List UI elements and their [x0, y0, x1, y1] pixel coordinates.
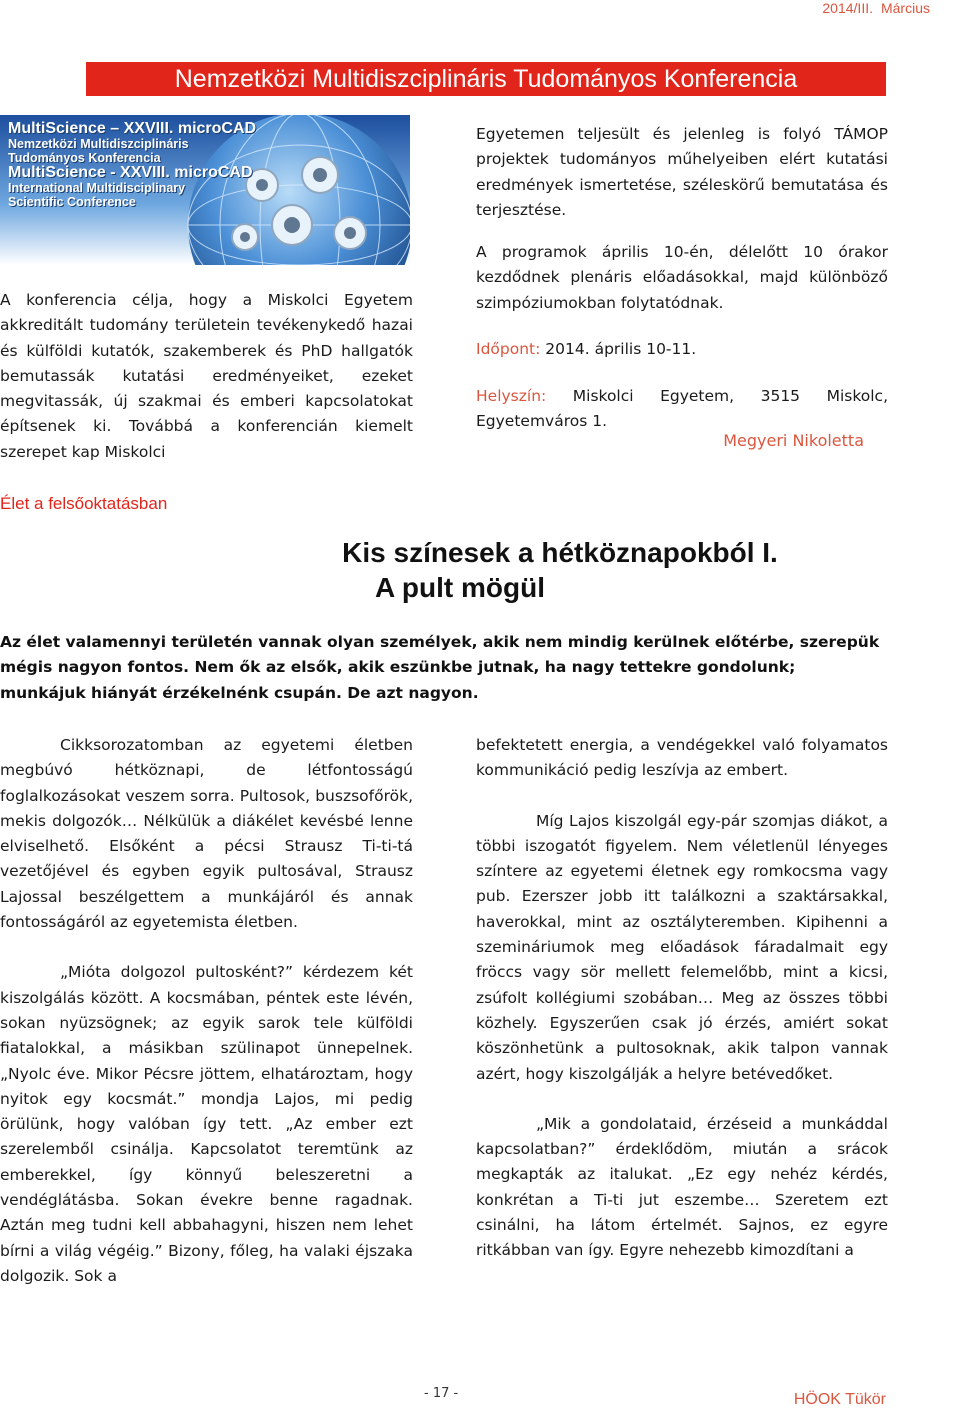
- logo-line-6: Scientific Conference: [8, 195, 136, 209]
- issue-number: 2014/III.: [822, 0, 873, 16]
- article-right-column: [476, 733, 888, 1264]
- body-paragraph: befektetett energia, a vendégekkel való folyamatos kommunikáció pedig leszívja az embert.: [476, 736, 888, 780]
- issue-label: [814, 0, 930, 16]
- article-left-column: [0, 733, 413, 1289]
- issue-month: Március: [880, 0, 930, 16]
- article-lead: Az élet valamennyi területén vannak olyan személyek, akik nem mindig kerülnek előtérbe, szerepük mégis nagyon fontos. Nem ők az elsők, akik eszünkbe jutnak, ha nagy tettekre gondolunk; munkájuk hiányát érzékelnénk csupán. De azt nagyon.: [0, 633, 880, 702]
- conference-place: [476, 384, 888, 435]
- logo-text: [8, 121, 256, 209]
- conference-logo: [0, 115, 410, 265]
- body-paragraph: „Mióta dolgozol pultosként?” kérdezem két kiszolgálás között. A kocsmában, péntek este lévén, sokan nyüzsögnek; az egyik sarok tele külföldi fiatalokkal, a másikban szülinapot ünnepelnek. „Nyolc éve. Mikor Pécsre jöttem, elhatároztam, hogy nyitok egy kocsmát.” mondja Lajos, mi pedig örülünk, hogy valóban így tett. „Az ember ezt szerelemből csinálja. Kapcsolatot teremtünk az emberekkel, így könnyű beleszeretni a vendéglátásba. Sokan évekre benne ragadnak. Aztán meg tudni kell abbahagyni, hiszen nem lehet bírni a világ végéig.” Bizony, főleg, ha valaki éjszaka dolgozik. Sok a: [0, 963, 413, 1285]
- article-author: Megyeri Nikoletta: [723, 431, 864, 450]
- publication-brand: HÖOK Tükör: [793, 1391, 886, 1408]
- article-title: Kis színesek a hétköznapokból I.: [342, 537, 778, 568]
- time-value: 2014. április 10-11.: [540, 340, 697, 358]
- place-value: Miskolci Egyetem, 3515 Miskolc, Egyetemváros 1.: [476, 387, 888, 431]
- conference-results-paragraph: Egyetemen teljesült és jelenleg is folyó TÁMOP projektek tudományos műhelyeiben elért kutatási eredmények ismertetése, széleskörű bemutatása és terjesztése.: [476, 125, 888, 219]
- logo-line-2: Nemzetközi Multidiszciplináris: [8, 137, 189, 151]
- logo-line-4: MultiScience - XXVIII. microCAD: [8, 164, 253, 181]
- body-paragraph: „Mik a gondolataid, érzéseid a munkáddal kapcsolatban?” érdeklődöm, miután a srácok megkapták az italukat. „Ez egy nehéz kérdés, konkrétan a Ti-ti jut eszembe… Szeretem ezt csinálni, ha látom értelmét. Sajnos, ez egyre ritkábban van így. Egyre nehezebb kimozdítani a: [476, 1114, 888, 1260]
- conference-time: [476, 337, 888, 362]
- page-number: - 17 -: [424, 1386, 459, 1401]
- section-label: Élet a felsőoktatásban: [0, 494, 168, 513]
- place-label: Helyszín:: [476, 387, 547, 405]
- conference-intro-paragraph: A konferencia célja, hogy a Miskolci Egyetem akkreditált tudomány területein tevékenykedő hazai és külföldi kutatók, szakemberek és PhD hallgatók bemutassák kutatási eredményeiket, ezeket megvitassák, új szakmai és emberi kapcsolatokat építsenek ki. Továbbá a konferencián kiemelt szerepet kap Miskolci: [0, 291, 413, 461]
- body-paragraph: Cikksorozatomban az egyetemi életben megbúvó hétköznapi, de létfontosságú foglalkozásokat veszem sorra. Pultosok, buszsofőrök, mekis dolgozók… Nélkülük a diákélet kevésbé lenne elviselhető. Elsőként a pécsi Strausz Ti-ti-tá vezetőjével és egyben egyik pultosával, Strausz Lajossal beszélgettem a munkájáról és annak fontosságáról az egyetemista életben.: [0, 736, 413, 932]
- conference-banner: Nemzetközi Multidiszciplináris Tudományos Konferencia: [86, 62, 886, 96]
- body-paragraph: Míg Lajos kiszolgál egy-pár szomjas diákot, a többi iszogatót figyelem. Nem véletlenül lényeges színtere az egyetemi életnek egy romkocsma vagy pub. Ezerszer jobb itt találkozni a szaktársakkal, haverokkal, mint az osztályteremben. Kipihenni a szemináriumok meg előadások fáradalmait egy fröccs vagy sör mellett felemelőbb, mint a kicsi, zsúfolt kollégiumi szobában… Meg az összes többi közhely. Egyszerűen csak jó érzés, amiért sokat köszönhetünk a pultosoknak, akik talpon vannak azért, hogy kiszolgálják a helyre betévedőket.: [476, 811, 888, 1083]
- logo-line-5: International Multidisciplinary: [8, 181, 186, 195]
- article-subtitle: A pult mögül: [374, 572, 546, 603]
- time-label: Időpont:: [476, 340, 541, 358]
- logo-line-3: Tudományos Konferencia: [8, 151, 161, 165]
- conference-program-paragraph: A programok április 10-én, délelőtt 10 órakor kezdődnek plenáris előadásokkal, majd különböző szimpóziumokban folytatódnak.: [476, 243, 888, 312]
- logo-line-1: MultiScience – XXVIII. microCAD: [8, 120, 257, 137]
